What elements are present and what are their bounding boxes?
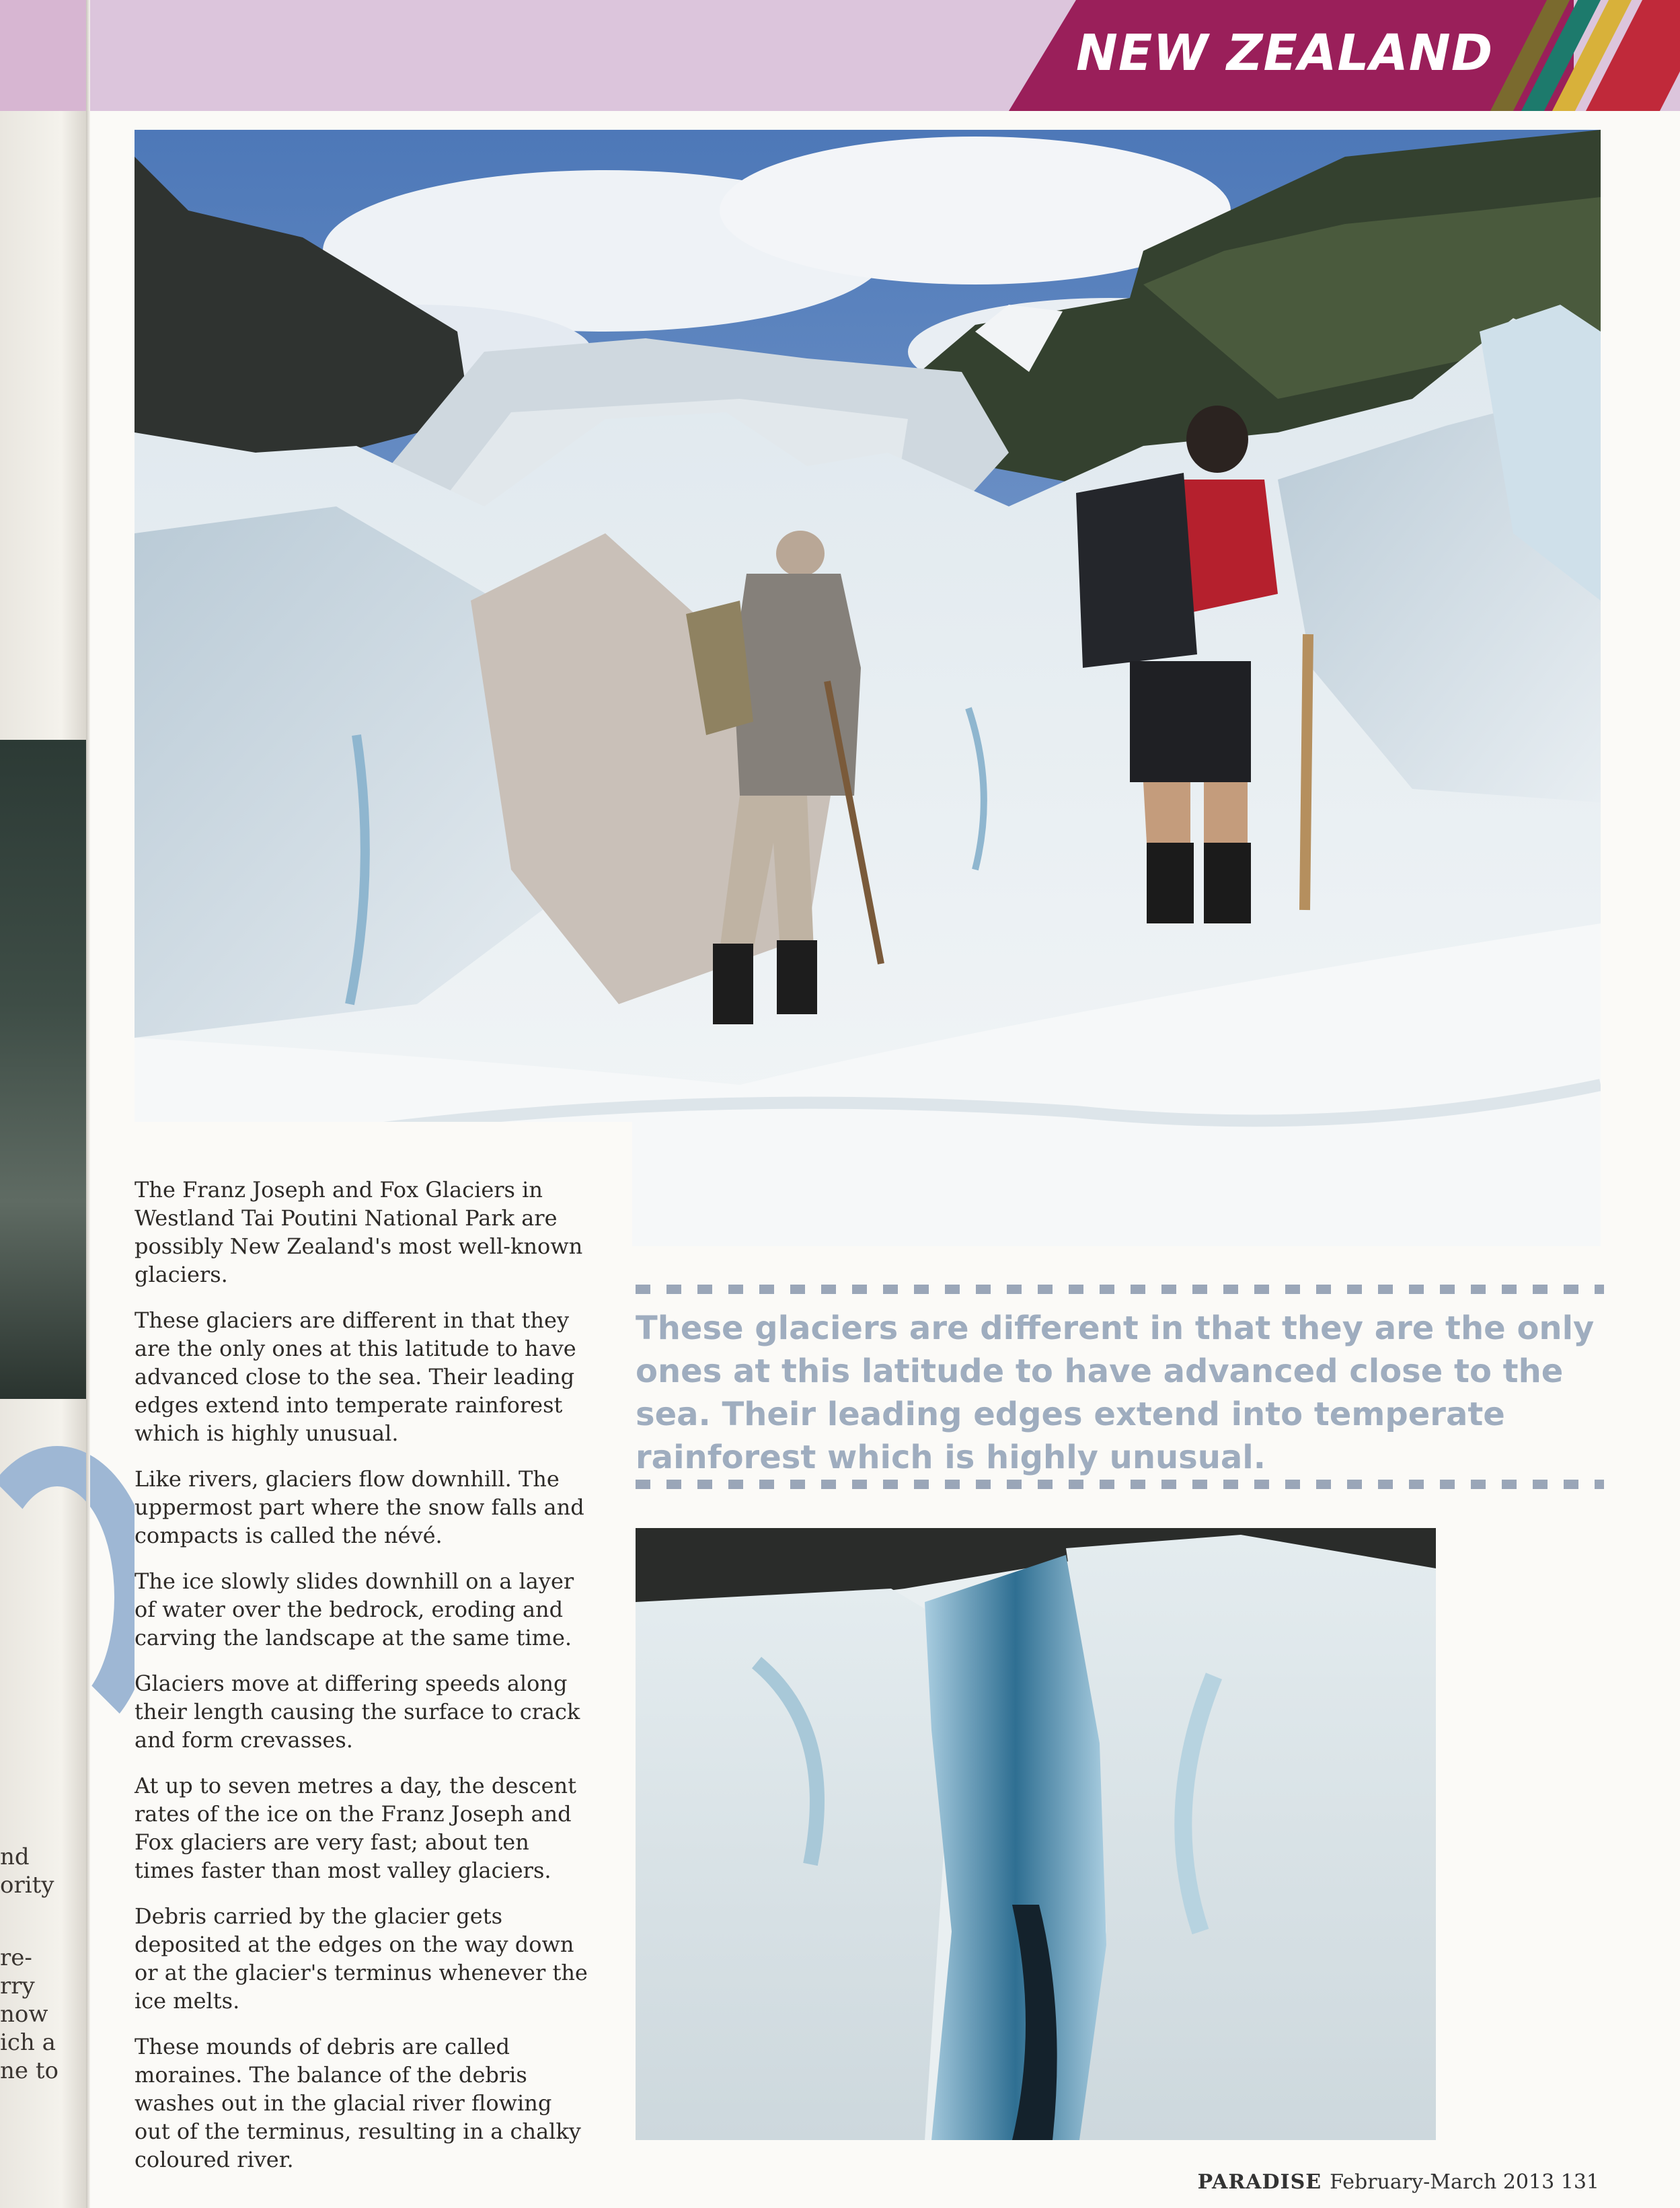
- page-footer: [1198, 2170, 1599, 2194]
- body-paragraph: Like rivers, glaciers flow downhill. The uppermost part where the snow falls and compacts is called the névé.: [135, 1466, 584, 1548]
- gutter-text-fragment: now: [0, 2001, 48, 2028]
- gutter-text-fragment: ority: [0, 1872, 54, 1899]
- gutter-text-fragment: re-: [0, 1944, 32, 1971]
- article-body: [135, 1176, 592, 2191]
- crevasse-photo: [636, 1528, 1436, 2140]
- facing-page-header-band: [0, 0, 87, 111]
- body-paragraph: These mounds of debris are called moraines. The balance of the debris washes out in the glacial river flowing out of the terminus, resulting in a chalky coloured river.: [135, 2034, 581, 2172]
- page-spine: [86, 0, 90, 2208]
- page-number: 131: [1560, 2170, 1599, 2194]
- gutter-text-fragment: rry: [0, 1973, 35, 2000]
- gutter-text-fragment: nd: [0, 1843, 30, 1870]
- body-paragraph: Debris carried by the glacier gets deposited at the edges on the way down or at the glacier's terminus whenever the ice melts.: [135, 1903, 588, 2014]
- pull-quote-rule-top: [636, 1285, 1604, 1294]
- main-photo-glacier-hikers: [135, 130, 1601, 1246]
- issue-date: February-March 2013: [1330, 2170, 1555, 2194]
- pull-quote-rule-bottom: [636, 1480, 1604, 1489]
- facing-page-photo-edge: [0, 740, 87, 1399]
- magazine-name: PARADISE: [1197, 2170, 1322, 2194]
- facing-page-dropcap-fragment: [0, 1446, 155, 1749]
- body-paragraph: The Franz Joseph and Fox Glaciers in Westland Tai Poutini National Park are possibly New Zealand's most well-known glaciers.: [135, 1177, 583, 1287]
- pull-quote: These glaciers are different in that they are the only ones at this latitude to have advanced close to the sea. Their leading edges extend into temperate rainforest which is highly unusual.: [636, 1309, 1595, 1476]
- body-paragraph: The ice slowly slides downhill on a layer of water over the bedrock, eroding and carving the landscape at the same time.: [135, 1568, 574, 1650]
- body-paragraph: Glaciers move at differing speeds along their length causing the surface to crack and form crevasses.: [135, 1671, 580, 1753]
- body-paragraph: These glaciers are different in that they are the only ones at this latitude to have advanced close to the sea. Their leading edges extend into temperate rainforest which is highly unusual.: [135, 1307, 576, 1446]
- body-paragraph: At up to seven metres a day, the descent rates of the ice on the Franz Joseph and Fox glaciers are very fast; about ten times faster than most valley glaciers.: [135, 1773, 576, 1883]
- gutter-text-fragment: ne to: [0, 2057, 59, 2084]
- section-tag: NEW ZEALAND: [1076, 24, 1494, 82]
- gutter-text-fragment: ich a: [0, 2029, 56, 2056]
